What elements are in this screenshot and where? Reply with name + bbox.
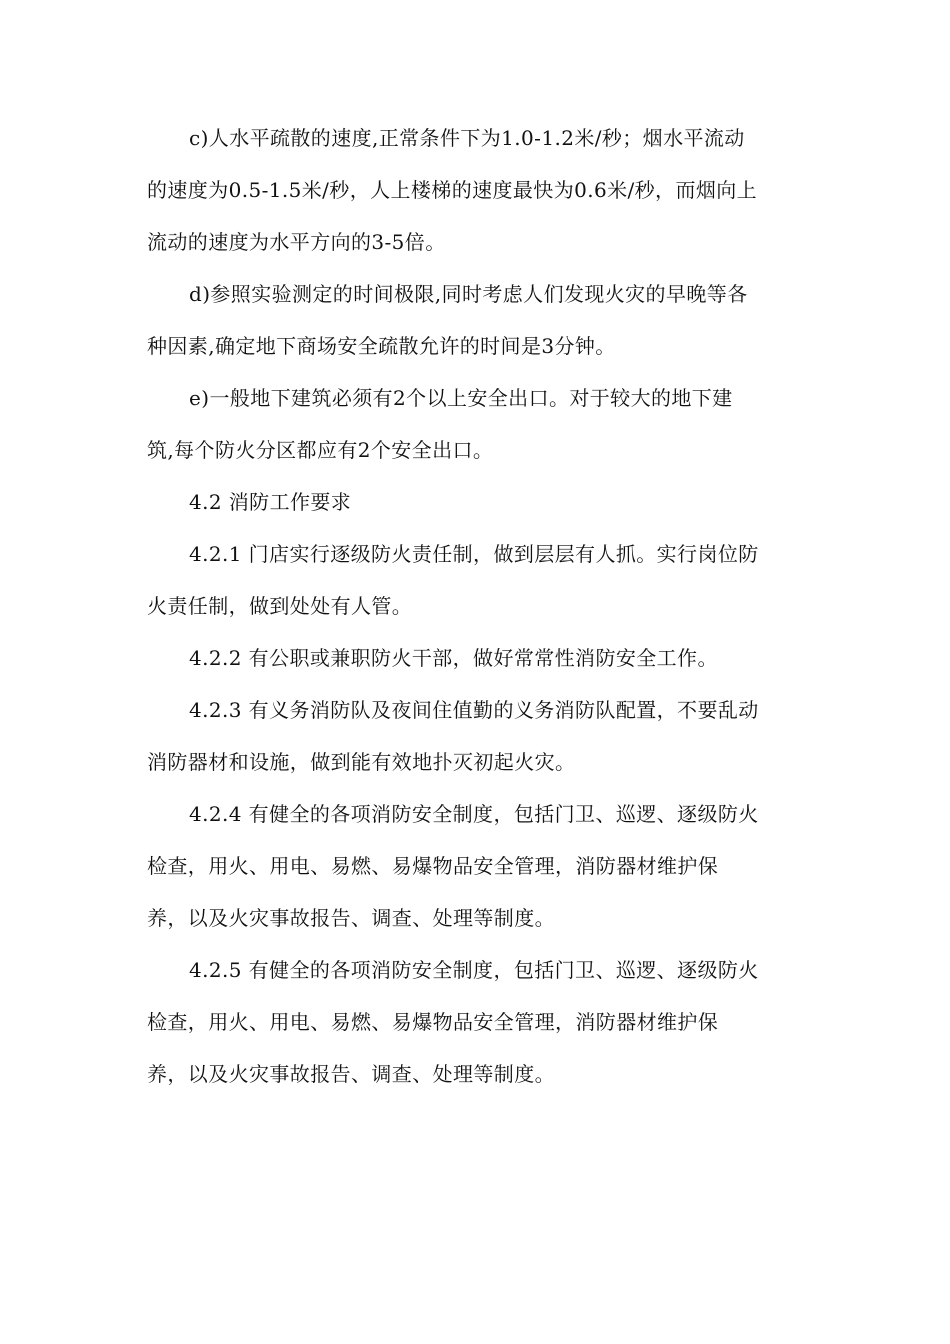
text-line: 4.2.2 有公职或兼职防火干部，做好常常性消防安全工作。: [189, 646, 718, 670]
text-line: 4.2.5 有健全的各项消防安全制度，包括门卫、巡逻、逐级防火: [189, 958, 759, 982]
paragraph-evacuation-speed: [147, 112, 807, 268]
text-line: e)一般地下建筑必须有2个以上安全出口。对于较大的地下建: [189, 386, 733, 410]
text-line: 养，以及火灾事故报告、调查、处理等制度。: [147, 906, 555, 930]
text-line: 4.2.1 门店实行逐级防火责任制，做到层层有人抓。实行岗位防: [189, 542, 759, 566]
text-line: 4.2 消防工作要求: [189, 490, 352, 514]
text-line: 种因素,确定地下商场安全疏散允许的时间是3分钟。: [147, 334, 616, 358]
text-line: 流动的速度为水平方向的3-5倍。: [147, 230, 446, 254]
text-line: 火责任制，做到处处有人管。: [147, 594, 413, 618]
paragraph-safety-exits: [147, 372, 807, 476]
document-body: [147, 112, 807, 1100]
text-line: 检查，用火、用电、易燃、易爆物品安全管理，消防器材维护保: [147, 854, 719, 878]
paragraph-4-2-5: [147, 944, 807, 1100]
text-line: 4.2.4 有健全的各项消防安全制度，包括门卫、巡逻、逐级防火: [189, 802, 759, 826]
text-line: 筑,每个防火分区都应有2个安全出口。: [147, 438, 494, 462]
text-line: 养，以及火灾事故报告、调查、处理等制度。: [147, 1062, 555, 1086]
text-line: d)参照实验测定的时间极限,同时考虑人们发现火灾的早晚等各: [189, 282, 748, 306]
text-line: c)人水平疏散的速度,正常条件下为1.0-1.2米/秒；烟水平流动: [189, 126, 745, 150]
paragraph-4-2-4: [147, 788, 807, 944]
text-line: 的速度为0.5-1.5米/秒，人上楼梯的速度最快为0.6米/秒，而烟向上: [147, 178, 758, 202]
text-line: 4.2.3 有义务消防队及夜间住值勤的义务消防队配置，不要乱动: [189, 698, 759, 722]
text-line: 检查，用火、用电、易燃、易爆物品安全管理，消防器材维护保: [147, 1010, 719, 1034]
text-line: 消防器材和设施，做到能有效地扑灭初起火灾。: [147, 750, 576, 774]
paragraph-4-2-3: [147, 684, 807, 788]
paragraph-evacuation-time: [147, 268, 807, 372]
paragraph-4-2-1: [147, 528, 807, 632]
section-heading-4-2: [147, 476, 807, 528]
paragraph-4-2-2: [147, 632, 807, 684]
